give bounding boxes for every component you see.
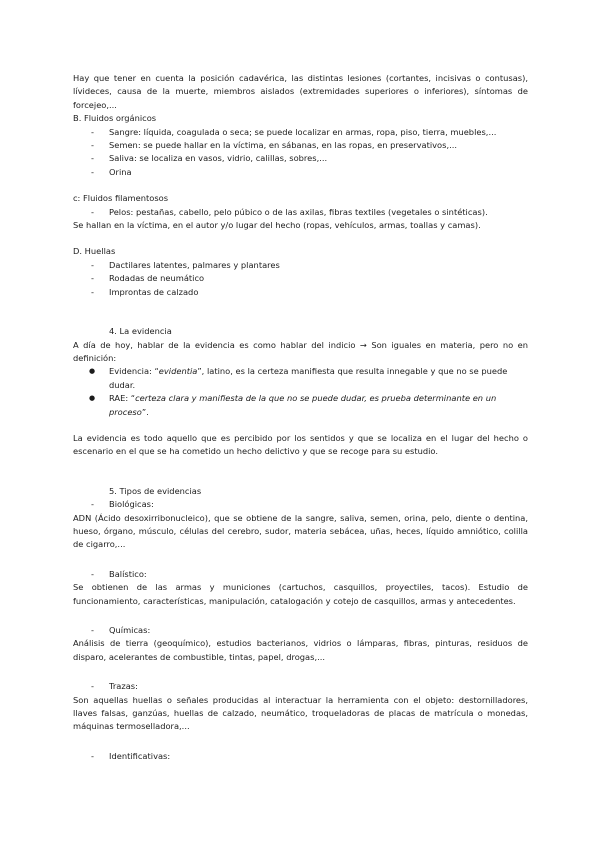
list-item (73, 259, 528, 272)
definition-lead: RAE: “ (109, 393, 136, 404)
dash-bullet: - (91, 681, 94, 692)
intro-paragraph: Hay que tener en cuenta la posición cadavérica, las distintas lesiones (cortantes, incisivas o contusas), lívideces, causa de la muerte, miembros aislados (extremidades superiores o inferiores), síntomas de forcejeo,... (73, 73, 528, 110)
subheading-quimicas (73, 624, 528, 637)
list-item-text: Dactilares latentes, palmares y plantares (109, 259, 280, 270)
definition-term: evidentia (158, 366, 198, 377)
heading-tipos: 5. Tipos de evidencias (109, 485, 202, 496)
subheading-label: Químicas: (109, 625, 151, 635)
subheading-label: Trazas: (109, 681, 138, 692)
evidencia-paragraph: La evidencia es todo aquello que es percibido por los sentidos y que se localiza en el lugar del hecho o escenario en el que se ha cometido un hecho delictivo y que se recoge para su estudio. (73, 432, 528, 457)
definition-tail: ”, latino, es la certeza manifiesta que resulta innegable y que no se puede dudar. (109, 366, 508, 390)
spacer (73, 299, 528, 325)
list-item (73, 126, 528, 139)
dash-bullet: - (91, 153, 94, 164)
spacer (73, 608, 528, 624)
list-item (73, 286, 528, 299)
list-item-text: Semen: se puede hallar en la víctima, en sábanas, en las ropas, en preservativos,... (109, 140, 457, 151)
dash-bullet: - (91, 625, 94, 635)
dash-bullet: - (91, 568, 94, 579)
list-item (73, 365, 528, 392)
biologicas-text: ADN (Ácido desoxirribonucleico), que se obtiene de la sangre, saliva, semen, orina, pelo, diente o dentina, hueso, órgano, músculo, células del cerebro, sudor, materia sebácea, uñas, heces, líquido amniótico, colilla de cigarro,... (73, 512, 528, 550)
subheading-label: Identificativas: (109, 750, 171, 761)
list-huellas (73, 259, 528, 299)
trazas-text: Son aquellas huellas o señales producidas al interactuar la herramienta con el objeto: destornilladores, llaves falsas, ganzúas, huellas de calzado, neumático, troqueladoras de placas de matrícula o monedas, máquinas termoselladora,... (73, 694, 528, 732)
document-content (73, 72, 528, 763)
list-fluidos-filamentosos (73, 206, 528, 219)
dot-bullet: ● (89, 367, 96, 376)
quimicas-text: Análisis de tierra (geoquímico), estudios bacterianos, vidrios o lámparas, fibras, pinturas, residuos de disparo, acelerantes de combustible, tintas, papel, drogas,... (73, 638, 528, 662)
subheading-balistico (73, 568, 528, 581)
list-item-text: Improntas de calzado (109, 286, 199, 297)
definition-lead: Evidencia: “ (109, 366, 159, 377)
list-item (73, 166, 528, 179)
subheading-label: Balístico: (109, 568, 147, 579)
spacer (73, 459, 528, 485)
balistico-text: Se obtienen de las armas y municiones (cartuchos, casquillos, proyectiles, tacos). Estudio de funcionamiento, características, manipulación, catalogación y cotejo de casquillos, armas y antecedentes. (73, 582, 528, 606)
list-item (73, 206, 528, 219)
dash-bullet: - (91, 499, 94, 510)
dash-bullet: - (91, 259, 94, 270)
list-fluidos-organicos (73, 126, 528, 180)
subheading-identificativas (73, 750, 528, 763)
list-item (73, 392, 528, 419)
dash-bullet: - (91, 126, 94, 137)
heading-fluidos-organicos: B. Fluidos orgánicos (73, 113, 157, 124)
spacer (73, 734, 528, 750)
list-item-text: Pelos: pestañas, cabello, pelo púbico o de las axilas, fibras textiles (vegetales o sintéticas). (109, 206, 488, 217)
dash-bullet: - (91, 750, 94, 761)
spacer (73, 664, 528, 680)
definition-tail: ”. (141, 406, 149, 417)
spacer (73, 419, 528, 432)
dot-bullet: ● (89, 394, 96, 403)
subheading-label: Biológicas: (109, 499, 154, 510)
list-evidencia (73, 365, 528, 419)
dash-bullet: - (91, 286, 94, 297)
dash-bullet: - (91, 140, 94, 151)
spacer (73, 179, 528, 192)
list-item (73, 152, 528, 165)
evidencia-intro: A día de hoy, hablar de la evidencia es como hablar del indicio → Son iguales en materia, pero no en definición: (73, 339, 528, 363)
spacer (73, 552, 528, 568)
dash-bullet: - (91, 166, 94, 177)
heading-fluidos-filamentosos: c: Fluidos filamentosos (73, 193, 169, 204)
subheading-biologicas (73, 498, 528, 511)
definition-quote: certeza clara y manifiesta de la que no se puede dudar, es prueba determinante en un proceso (109, 393, 497, 417)
dash-bullet: - (91, 273, 94, 284)
dash-bullet: - (91, 206, 94, 217)
list-item-text: Orina (109, 166, 132, 177)
list-item-text: Saliva: se localiza en vasos, vidrio, calillas, sobres,... (109, 153, 328, 164)
subheading-trazas (73, 680, 528, 693)
list-item (73, 139, 528, 152)
heading-evidencia: 4. La evidencia (109, 326, 172, 337)
spacer (73, 232, 528, 245)
list-item-text: Sangre: líquida, coagulada o seca; se puede localizar en armas, ropa, piso, tierra, muebles,... (109, 126, 497, 137)
filamentosos-paragraph: Se hallan en la víctima, en el autor y/o lugar del hecho (ropas, vehículos, armas, toallas y camas). (73, 220, 481, 231)
list-item (73, 272, 528, 285)
list-item-text: Rodadas de neumático (109, 273, 205, 284)
heading-huellas: D. Huellas (73, 246, 116, 257)
